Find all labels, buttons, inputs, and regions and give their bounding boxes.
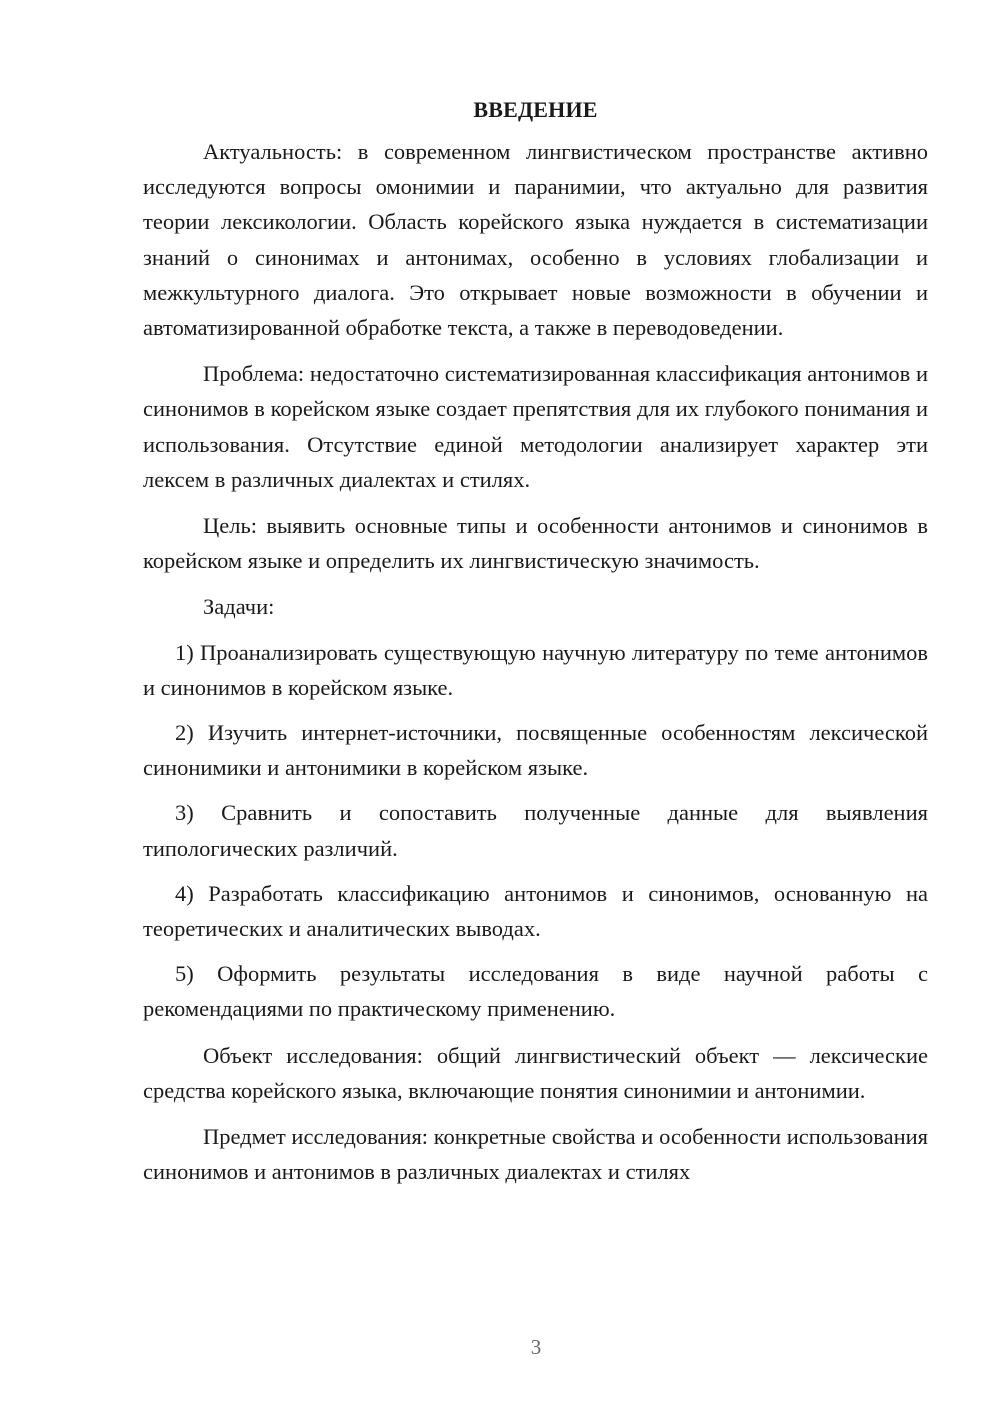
task-item-4: 4) Разработать классификацию антонимов и синонимов, основанную на теоретических и аналитических выводах. <box>143 880 928 942</box>
paragraph-subject: Предмет исследования: конкретные свойства и особенности использования синонимов и антонимов в различных диалектах и стилях <box>143 1124 928 1185</box>
paragraph-goal: Цель: выявить основные типы и особенности антонимов и синонимов в корейском языке и определить их лингвистическую значимость. <box>143 513 928 574</box>
task-item-3: 3) Сравнить и сопоставить полученные данные для выявления типологических различий. <box>143 800 928 861</box>
paragraph-problem: Проблема: недостаточно систематизированная классификация антонимов и синонимов в корейском языке создает препятствия для их глубокого понимания и использования. Отсутствие единой методологии анализирует характер эти лексем в различных диалектах и стилях. <box>143 361 928 492</box>
paragraph-object: Объект исследования: общий лингвистический объект — лексические средства корейского языка, включающие понятия синонимии и антонимии. <box>143 1042 928 1103</box>
section-heading: ВВЕДЕНИЕ <box>473 97 598 122</box>
task-item-2: 2) Изучить интернет-источники, посвященные особенностям лексической синонимики и антонимики в корейском языке. <box>143 720 928 781</box>
page-content <box>143 95 928 1189</box>
tasks-label: Задачи: <box>203 594 275 620</box>
task-item-5: 5) Оформить результаты исследования в виде научной работы с рекомендациями по практическому применению. <box>143 961 928 1022</box>
paragraph-relevance: Актуальность: в современном лингвистическом пространстве активно исследуются вопросы омонимии и паранимии, что актуально для развития теории лексикологии. Область корейского языка нуждается в систематизации знаний о синонимах и антонимах, особенно в условиях глобализации и межкультурного диалога. Это открывает новые возможности в обучении и автоматизированной обработке текста, а также в переводоведении. <box>143 139 928 341</box>
page-number: 3 <box>530 1335 542 1359</box>
task-item-1: 1) Проанализировать существующую научную литературу по теме антонимов и синонимов в корейском языке. <box>143 639 928 700</box>
